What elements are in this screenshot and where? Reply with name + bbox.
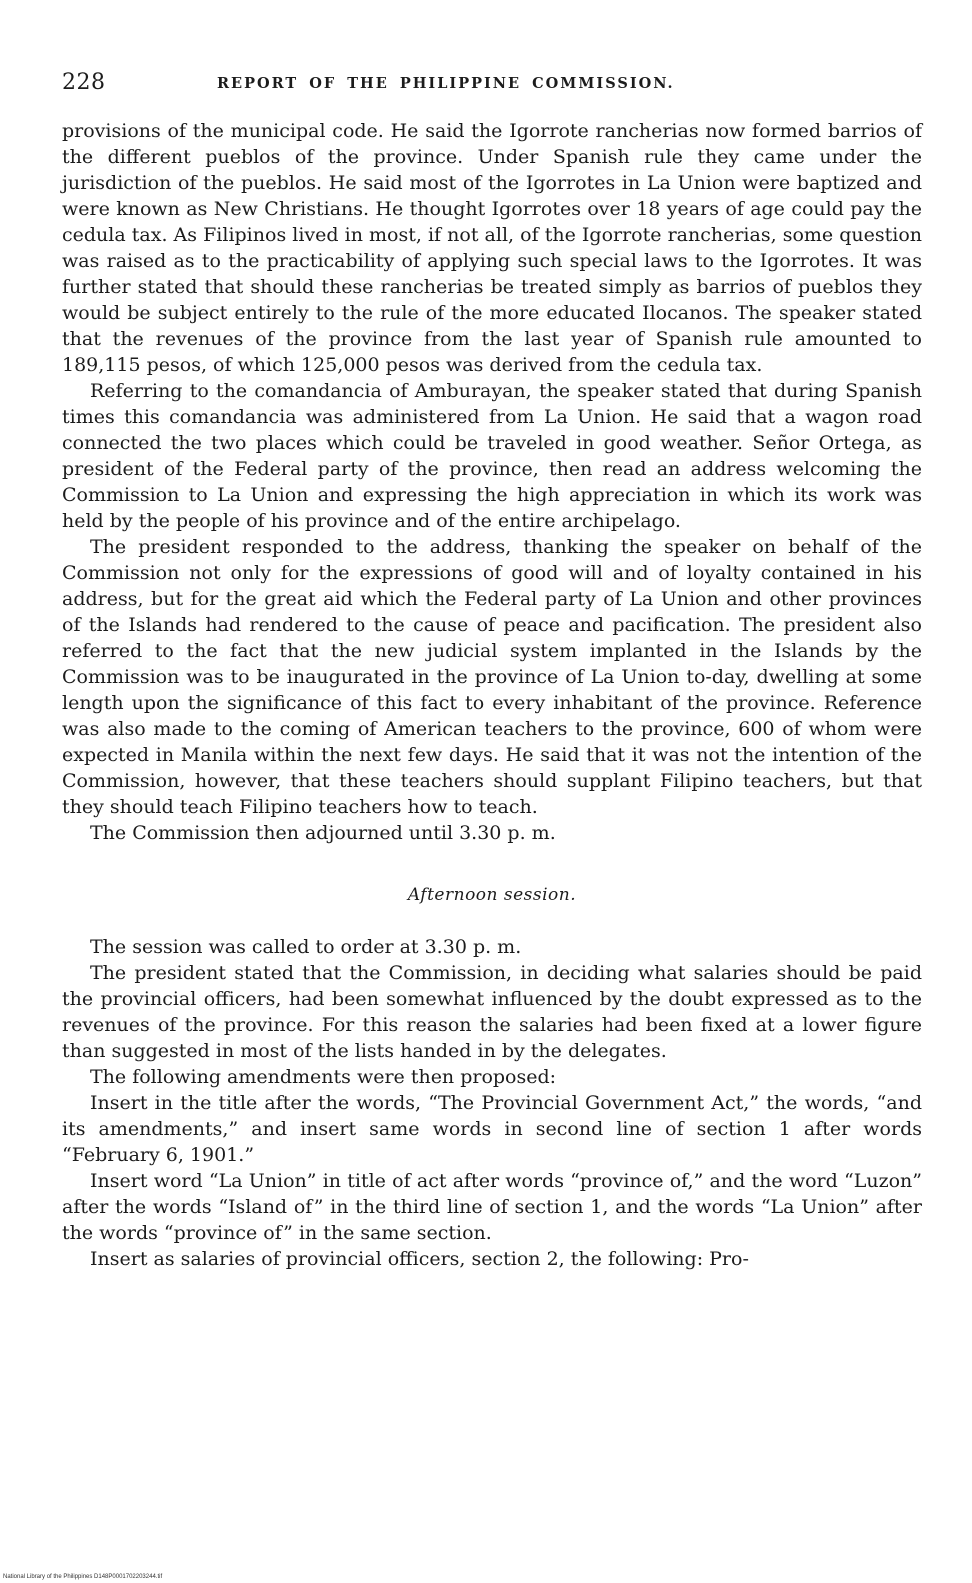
section-heading: Afternoon session. bbox=[407, 885, 577, 905]
paragraph: Insert in the title after the words, “The Provincial Government Act,” the words, “and its amendments,” and insert same words in second line of section 1 after words “February 6, 1901.” bbox=[62, 1092, 922, 1166]
body-text bbox=[62, 118, 922, 1272]
page-header bbox=[62, 70, 922, 100]
paragraph: The following amendments were then proposed: bbox=[90, 1066, 557, 1088]
running-title: REPORT OF THE PHILIPPINE COMMISSION. bbox=[217, 75, 675, 92]
paragraph: Insert word “La Union” in title of act after words “province of,” and the word “Luzon” after the words “Island of” in the third line of section 1, and the words “La Union” after the words “province of” in the same section. bbox=[62, 1170, 922, 1244]
paragraph: The president stated that the Commission, in deciding what salaries should be paid the provincial officers, had been somewhat influenced by the doubt expressed as to the revenues of the province. For this reason the salaries had been fixed at a lower figure than suggested in most of the lists handed in by the delegates. bbox=[62, 962, 922, 1062]
paragraph: Referring to the comandancia of Amburayan, the speaker stated that during Spanish times this comandancia was administered from La Union. He said that a wagon road connected the two places which could be traveled in good weather. Señor Ortega, as president of the Federal party of the province, then read an address welcoming the Commission to La Union and expressing the high appreciation in which its work was held by the people of his province and of the entire archipelago. bbox=[62, 380, 922, 532]
paragraph: provisions of the municipal code. He said the Igorrote rancherias now formed barrios of the different pueblos of the province. Under Spanish rule they came under the jurisdiction of the pueblos. He said most of the Igorrotes in La Union were baptized and were known as New Christians. He thought Igorrotes over 18 years of age could pay the cedula tax. As Filipinos lived in most, if not all, of the Igorrote rancherias, some question was raised as to the practicability of applying such special laws to the Igorrotes. It was further stated that should these rancherias be treated simply as barrios of pueblos they would be subject entirely to the rule of the more educated Ilocanos. The speaker stated that the revenues of the province from the last year of Spanish rule amounted to 189,115 pesos, of which 125,000 pesos was derived from the cedula tax. bbox=[62, 120, 922, 376]
scan-credit: National Library of the Philippines D148P0001702203244.tif bbox=[3, 1574, 163, 1580]
paragraph: The president responded to the address, thanking the speaker on behalf of the Commission not only for the expressions of good will and of loyalty contained in his address, but for the great aid which the Federal party of La Union and other provinces of the Islands had rendered to the cause of peace and pacification. The president also referred to the fact that the new judicial system implanted in the Islands by the Commission was to be inaugurated in the province of La Union to-day, dwelling at some length upon the significance of this fact to every inhabitant of the province. Reference was also made to the coming of American teachers to the province, 600 of whom were expected in Manila within the next few days. He said that it was not the intention of the Commission, however, that these teachers should supplant Filipino teachers, but that they should teach Filipino teachers how to teach. bbox=[62, 536, 922, 818]
paragraph: Insert as salaries of provincial officers, section 2, the following: Pro- bbox=[90, 1248, 749, 1270]
paragraph: The Commission then adjourned until 3.30 p. m. bbox=[90, 822, 556, 844]
paragraph: The session was called to order at 3.30 p. m. bbox=[90, 936, 522, 958]
page-number: 228 bbox=[62, 70, 106, 95]
